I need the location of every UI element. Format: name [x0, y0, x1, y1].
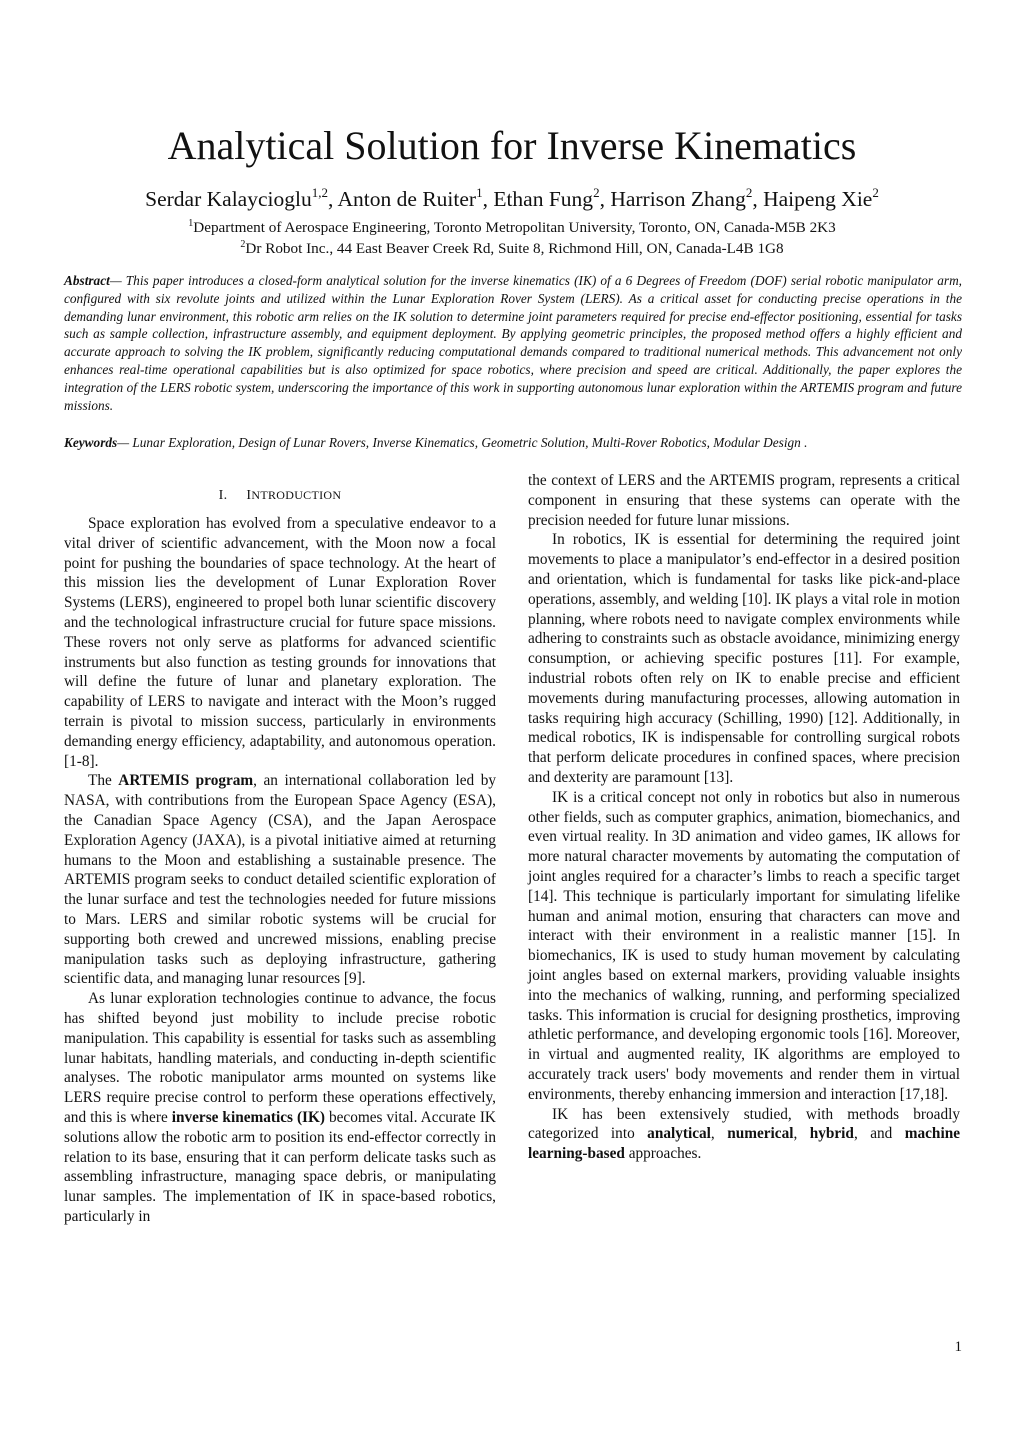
emphasized-term: analytical [647, 1125, 711, 1143]
body-paragraph [528, 1105, 960, 1164]
paragraph-text: , an international collaboration led by NASA, with contributions from the European Space Agency (ESA), the Canadian Space Agency (CSA), and the Japan Aerospace Exploration Agency (JAXA), is a pivotal initiative aimed at returning humans to the Moon and establishing a sustainable presence. The ARTEMIS program seeks to conduct detailed scientific exploration of the lunar surface and test the technologies needed for future missions to Mars. LERS and similar robotic systems will be crucial for supporting both crewed and uncrewed missions, enabling precise manipulation tasks such as deploying infrastructure, gathering scientific data, and managing lunar resources [9]. [64, 772, 496, 988]
paragraph-text: IK is a critical concept not only in robotics but also in numerous other fields, such as computer graphics, animation, biomechanics, and even virtual reality. In 3D animation and video games, IK allows for more natural character movements by automating the computation of joint angles required for a character’s limbs to reach a specific target [14]. This technique is particularly important for simulating lifelike human and animal motion, ensuring that characters can move and interact with their environment in a realistic manner [15]. In biomechanics, IK is used to study human movement by calculating joint angles based on external markers, providing valuable insights into the mechanics of walking, running, and performing specialized tasks. This information is crucial for designing prosthetics, improving athletic performance, and developing ergonomic tools [16]. Moreover, in virtual and augmented reality, IK algorithms are employed to accurately track users' body movements and render them in virtual environments, thereby enhancing immersion and interaction [17,18]. [528, 788, 960, 1103]
body-paragraph [528, 530, 960, 787]
author: Ethan Fung$^2$, [493, 184, 611, 211]
body-paragraph [64, 771, 496, 989]
body-paragraph [528, 788, 960, 1105]
left-column-body [64, 514, 496, 1227]
paragraph-text: , [710, 1125, 728, 1143]
right-column [528, 471, 960, 1164]
section-heading: I. INTRODUCTION [218, 488, 342, 503]
paragraph-text: IK has been extensively studied, with methods broadly categorized into [528, 1105, 960, 1143]
paragraph-text: approaches. [624, 1145, 702, 1163]
paragraph-text: In robotics, IK is essential for determining the required joint movements to place a manipulator’s end-effector in a desired position and orientation, which is fundamental for tasks like pick-and-place operations, assembly, and welding [10]. IK plays a vital role in motion planning, where robots need to navigate complex environments while adhering to constraints such as obstacle avoidance, minimizing energy consumption, or achieving specific postures [11]. For example, industrial robots often rely on IK to enable precise and efficient movements during manufacturing processes, allowing automation in tasks requiring high accuracy (Schilling, 1990) [12]. Additionally, in medical robotics, IK is indispensable for controlling surgical robots that perform delicate procedures in confined spaces, where precision and dexterity are paramount [13]. [528, 531, 960, 786]
affiliation: $^1$Department of Aerospace Engineering, Toronto Metropolitan University, Toronto, ON, Canada-M5B 2K3 [188, 218, 836, 237]
right-column-body [528, 471, 960, 1164]
emphasized-term: ARTEMIS program [118, 772, 254, 790]
author: Haipeng Xie$^2$ [763, 184, 879, 211]
keywords-text: Lunar Exploration, Design of Lunar Rovers, Inverse Kinematics, Geometric Solution, Multi-Rover Robotics, Modular Design . [132, 435, 808, 450]
keywords: Keywords— Lunar Exploration, Design of Lunar Rovers, Inverse Kinematics, Geometric Solution, Multi-Rover Robotics, Modular Design . [64, 435, 808, 450]
emphasized-term: hybrid [809, 1125, 854, 1143]
left-column [64, 485, 496, 1227]
page-number: 1 [954, 1339, 962, 1355]
affiliation: $^2$Dr Robot Inc., 44 East Beaver Creek Rd, Suite 8, Richmond Hill, ON, Canada-L4B 1G8 [240, 239, 784, 258]
paragraph-text: becomes vital. Accurate IK solutions allow the robotic arm to position its end-effector correctly in relation to its base, ensuring that it can perform delicate tasks such as assembling infrastructure, managing space debris, or manipulating lunar samples. The implementation of IK in space-based robotics, particularly in [64, 1108, 496, 1225]
paragraph-text: As lunar exploration technologies continue to advance, the focus has shifted beyond just mobility to include precise robotic manipulation. This capability is essential for tasks such as assembling lunar habitats, handling materials, and conducting in-depth scientific analyses. The robotic manipulator arms mounted on systems like LERS require precise control to perform these operations effectively, and this is where [64, 990, 496, 1126]
body-paragraph [64, 514, 496, 771]
emphasized-term: numerical [727, 1125, 794, 1143]
abstract: Abstract— This paper introduces a closed-form analytical solution for the inverse kinematics (IK) of a 6 Degrees of Freedom (DOF) serial robotic manipulator arm, configured with six revolute joints and utilized within the Lunar Exploration Rover System (LERS). As a critical asset for conducting precise operations in the demanding lunar environment, this robotic arm relies on the IK solution to determine joint parameters required for precise end-effector positioning, essential for tasks such as sample collection, infrastructure assembly, and equipment deployment. By applying geometric principles, the proposed method offers a highly efficient and accurate approach to solving the IK problem, significantly reducing computational demands compared to traditional numerical methods. This advancement not only enhances real-time operational capabilities but is also optimized for space robotics, where precision and speed are critical. Additionally, the paper explores the integration of the LERS robotic system, underscoring the importance of this work in supporting autonomous lunar exploration within the ARTEMIS program and future missions. [64, 273, 962, 413]
body-paragraph [528, 471, 960, 530]
paragraph-text: , and [853, 1125, 905, 1143]
paragraph-text: , [793, 1125, 810, 1143]
paper-title: Analytical Solution for Inverse Kinematics [167, 123, 857, 168]
author: Serdar Kalaycioglu$^{1,2}$, [145, 184, 338, 211]
author: Harrison Zhang$^2$, [610, 184, 764, 211]
abstract-label: Abstract [64, 273, 110, 288]
emphasized-term: machine learning-based [528, 1125, 960, 1163]
body-paragraph [64, 989, 496, 1227]
abstract-text: This paper introduces a closed-form analytical solution for the inverse kinematics (IK) of a 6 Degrees of Freedom (DOF) serial robotic manipulator arm, configured with six revolute joints and utilized within the Lunar Exploration Rover System (LERS). As a critical asset for conducting precise operations in the demanding lunar environment, this robotic arm relies on the IK solution to determine joint parameters required for precise end-effector positioning, essential for tasks such as sample collection, infrastructure assembly, and equipment deployment. By applying geometric principles, the proposed method offers a highly efficient and accurate approach to solving the IK problem, significantly reducing computational demands compared to traditional numerical methods. This advancement not only enhances real-time operational capabilities but is also optimized for space robotics, where precision and speed are critical. Additionally, the paper explores the integration of the LERS robotic system, underscoring the importance of this work in supporting autonomous lunar exploration within the ARTEMIS program and future missions. [64, 273, 962, 413]
author-list [0, 185, 1024, 213]
paragraph-text: The [88, 772, 119, 790]
paragraph-text: Space exploration has evolved from a speculative endeavor to a vital driver of scientific advancement, with the Moon now a focal point for pushing the boundaries of space technology. At the heart of this mission lies the development of Lunar Exploration Rover Systems (LERS), engineered to propel both lunar scientific discovery and the technological infrastructure crucial for future space missions. These rovers not only serve as platforms for advanced scientific instruments but also function as testing grounds for innovations that will define the future of lunar and planetary exploration. The capability of LERS to navigate and interact with the Moon’s rugged terrain is pivotal to mission success, particularly in environments demanding energy efficiency, adaptability, and autonomous operation. [1-8]. [64, 515, 496, 770]
author: Anton de Ruiter$^1$, [337, 184, 494, 211]
keywords-label: Keywords [64, 435, 118, 450]
emphasized-term: inverse kinematics (IK) [171, 1108, 325, 1126]
paragraph-text: the context of LERS and the ARTEMIS program, represents a critical component in ensuring that these systems can operate with the precision needed for future lunar missions. [528, 472, 960, 529]
